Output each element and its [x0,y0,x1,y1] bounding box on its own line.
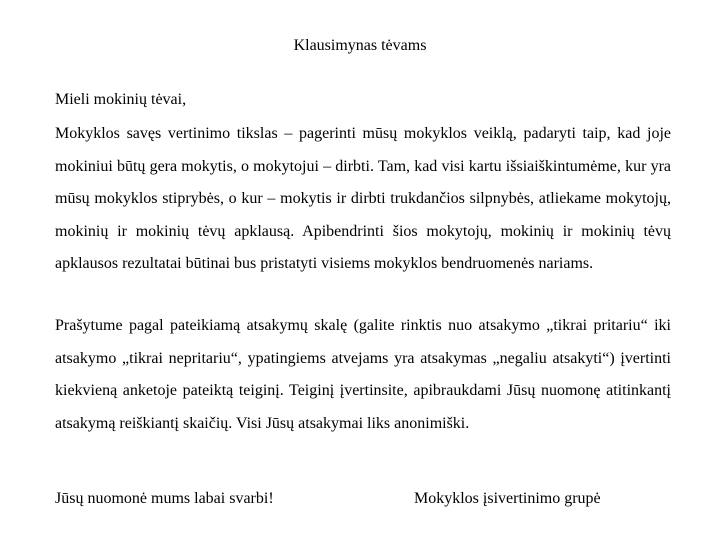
signature-group: Mokyklos įsivertinimo grupė [414,490,601,507]
greeting-text: Mieli mokinių tėvai, [55,91,187,108]
instructions-paragraph: Prašytume pagal pateikiamą atsakymų skalę (galite rinktis nuo atsakymo „tikrai pritariu“ iki atsakymo „tikrai nepritariu“, ypatingiems atvejams yra atsakymas „negaliu atsakyti“) įvertinti kiekvieną anketoje pateiktą teiginį. Teiginį įvertinsite, apibraukdami Jūsų nuomonę atitinkantį atsakymą reiškiantį skaičių. Visi Jūsų atsakymai liks anonimiški. [55,317,671,432]
intro-paragraph: Mokyklos savęs vertinimo tikslas – pagerinti mūsų mokyklos veiklą, padaryti taip, kad joje mokiniui būtų gera mokytis, o mokytojui – dirbti. Tam, kad visi kartu išsiaiškintumėme, kur yra mūsų mokyklos stiprybės, o kur – mokytis ir dirbti trukdančios silpnybės, atliekame mokytojų, mokinių ir mokinių tėvų apklausą. Apibendrinti šios mokytojų, mokinių ir mokinių tėvų apklausos rezultatai būtinai bus pristatyti visiems mokyklos bendruomenės nariams. [55,125,671,272]
document-title: Klausimynas tėvams [293,37,427,54]
closing-note: Jūsų nuomonė mums labai svarbi! [55,490,274,507]
